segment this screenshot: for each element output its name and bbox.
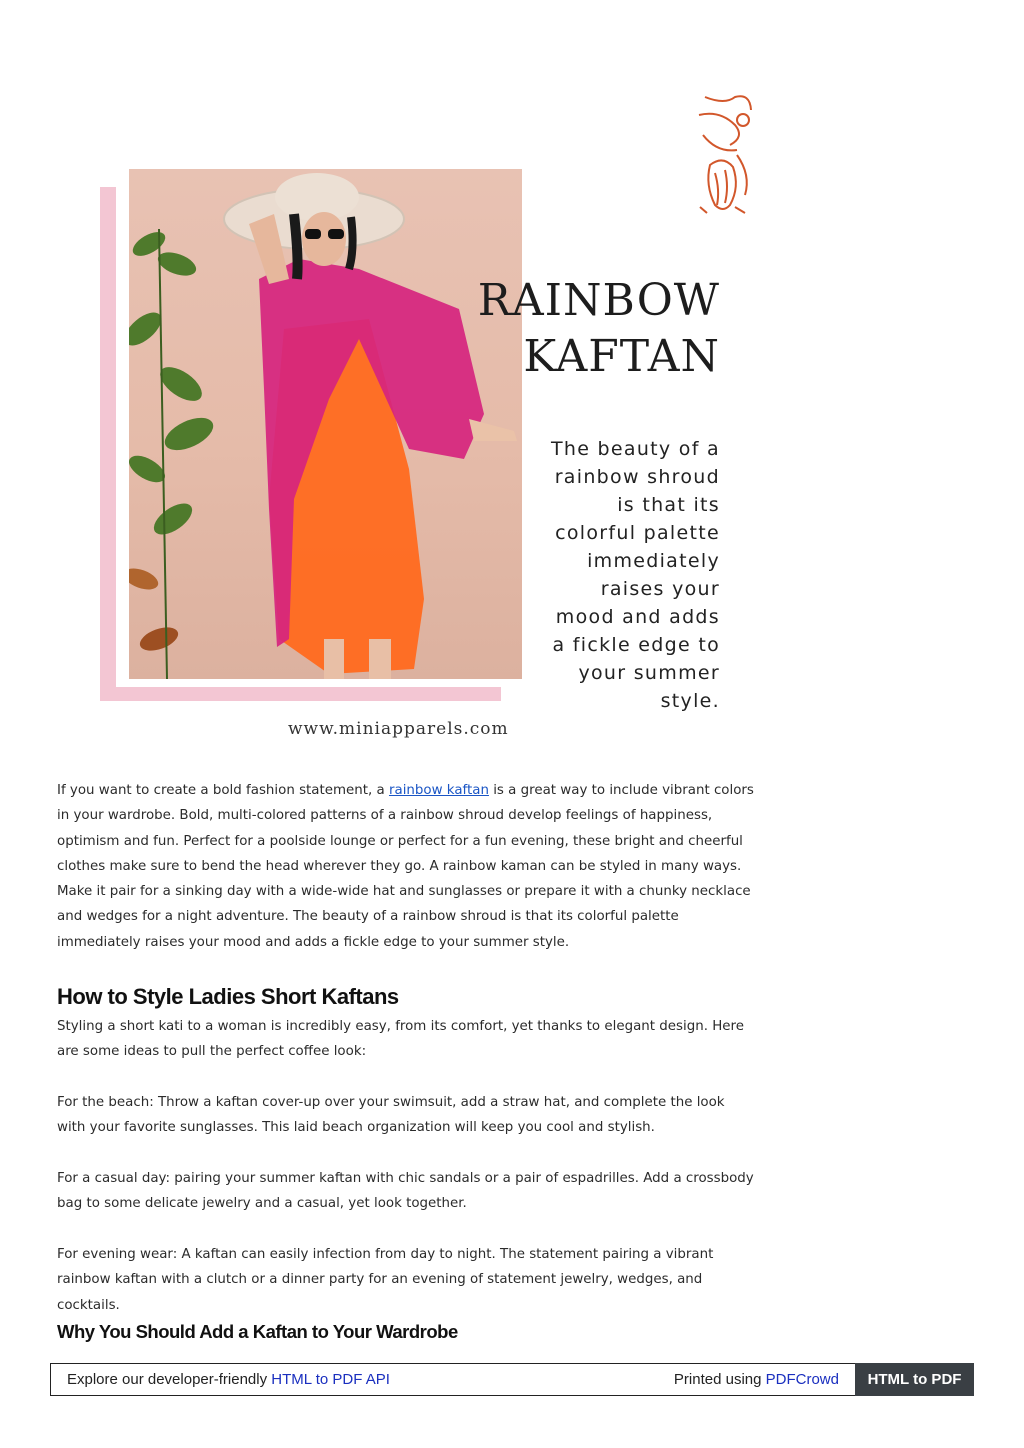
hero-quote	[551, 435, 720, 715]
style-lead-paragraph: Styling a short kati to a woman is incredibly easy, from its comfort, yet thanks to elegant design. Here are some ideas to pull the perfect coffee look:	[57, 1019, 744, 1060]
intro-text-before: If you want to create a bold fashion statement, a	[57, 783, 389, 798]
hero-quote-line: immediately	[587, 550, 720, 572]
casual-paragraph: For a casual day: pairing your summer kaftan with chic sandals or a pair of espadrilles. Add a crossbody bag to some delicate jewelry and a casual, yet look together.	[57, 1171, 754, 1212]
footer-printed-text: Printed using	[673, 1371, 766, 1388]
intro-paragraph	[57, 778, 757, 955]
heading-why-add-kaftan: Why You Should Add a Kaftan to Your Wardrobe	[57, 1321, 458, 1342]
pdfcrowd-footer-bar	[50, 1363, 974, 1396]
intro-text-after: is a great way to include vibrant colors in your wardrobe. Bold, multi-colored patterns of a rainbow shroud develop feelings of happiness, optimism and fun. Perfect for a poolside lounge or perfect for a fun evening, these bright and cheerful clothes make sure to bend the head wherever they go. A rainbow kaman can be styled in many ways. Make it pair for a sinking day with a wide-wide hat and sunglasses or prepare it with a chunky necklace and wedges for a night adventure. The beauty of a rainbow shroud is that its colorful palette immediately raises your mood and adds a fickle edge to your summer style.	[57, 783, 754, 950]
beach-paragraph: For the beach: Throw a kaftan cover-up over your swimsuit, add a straw hat, and complete the look with your favorite sunglasses. This laid beach organization will keep you cool and stylish.	[57, 1095, 725, 1136]
footer-printed	[674, 1371, 839, 1388]
hero-quote-line: mood and adds	[555, 606, 720, 628]
hero-quote-line: your summer	[578, 662, 720, 684]
hero-website-url: www.miniapparels.com	[288, 719, 509, 739]
hero-title-line-1: RAINBOW	[477, 275, 720, 326]
hero-quote-line: rainbow shroud	[554, 466, 720, 488]
hero-graphic	[95, 95, 755, 745]
evening-paragraph: For evening wear: A kaftan can easily infection from day to night. The statement pairing a vibrant rainbow kaftan with a clutch or a dinner party for an evening of statement jewelry, wedges, and cocktails.	[57, 1247, 714, 1313]
hero-quote-line: raises your	[600, 578, 720, 600]
heading-style-short-kaftans: How to Style Ladies Short Kaftans	[57, 984, 399, 1009]
footer-explore	[67, 1371, 390, 1388]
hero-title-line-2: KAFTAN	[523, 331, 720, 382]
pdfcrowd-link[interactable]: PDFCrowd	[765, 1371, 839, 1388]
plant-leaves	[129, 227, 218, 655]
hero-quote-line: a fickle edge to	[552, 634, 720, 656]
html-to-pdf-button[interactable]: HTML to PDF	[855, 1363, 974, 1396]
hero-quote-line: is that its	[617, 494, 720, 516]
model-photo	[129, 169, 522, 679]
rainbow-kaftan-link[interactable]: rainbow kaftan	[388, 783, 489, 798]
floral-ornament	[695, 95, 753, 217]
hero-title	[478, 273, 720, 385]
html-to-pdf-api-link[interactable]: HTML to PDF API	[271, 1371, 390, 1388]
hero-quote-line: style.	[660, 690, 720, 712]
pink-frame-vertical	[100, 187, 116, 701]
hero-quote-line: The beauty of a	[550, 438, 720, 460]
pink-frame-horizontal	[100, 687, 501, 701]
hero-quote-line: colorful palette	[555, 522, 720, 544]
footer-explore-text: Explore our developer-friendly	[67, 1371, 272, 1388]
